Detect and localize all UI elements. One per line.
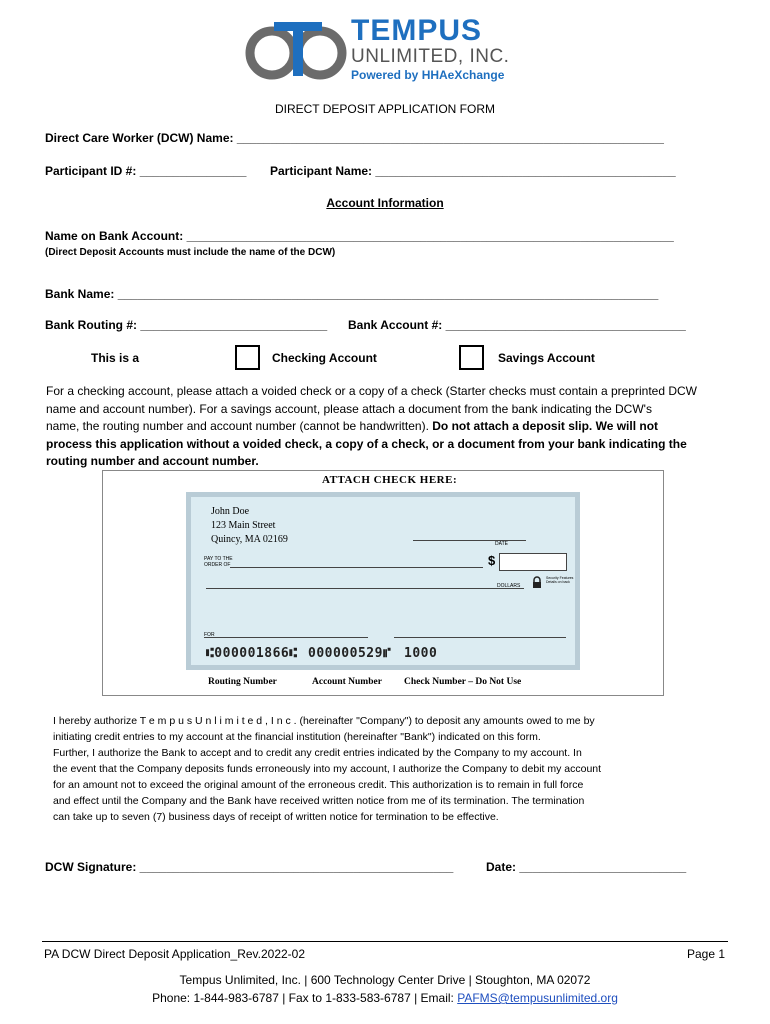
check-dollar-sign: $: [488, 553, 496, 568]
account-info-heading: Account Information: [326, 196, 444, 210]
sample-check: [186, 492, 580, 670]
footer-contact-prefix: Phone: 1-844-983-6787 | Fax to 1-833-583-6787 | Email:: [152, 991, 458, 1005]
instructions-line-3-bold: Do not attach a deposit slip. We will not: [432, 419, 659, 433]
caption-routing-number: Routing Number: [208, 677, 277, 687]
company-logo: [244, 14, 529, 86]
footer-divider: [42, 941, 728, 942]
check-signature-line: [394, 637, 566, 638]
check-pay-label-2: ORDER OF: [204, 562, 231, 568]
instructions: [46, 383, 736, 471]
authorization-line: and effect until the Company and the Bank have received written notice from me of its termination. The termination: [53, 795, 585, 807]
caption-check-number: Check Number – Do Not Use: [404, 677, 522, 687]
footer-doc-name: PA DCW Direct Deposit Application_Rev.2022-02: [44, 947, 306, 961]
check-amount-box: [499, 553, 567, 571]
participant-name-field[interactable]: Participant Name: _____________________________________________: [270, 164, 676, 178]
checking-label: Checking Account: [272, 351, 377, 365]
authorization-line: I hereby authorize T e m p u s U n l i m i t e d , I n c . (hereinafter "Company") to deposit any amounts owed to me by: [53, 715, 595, 727]
signature-date-field[interactable]: Date: _________________________: [486, 860, 687, 874]
checking-checkbox[interactable]: [235, 345, 260, 370]
instructions-line-4: process this application without a voided check, a copy of a check, or a document from your bank indicating the: [46, 436, 687, 451]
authorization-line: can take up to seven (7) business days of receipt of written notice for termination to be effective.: [53, 811, 499, 823]
check-date-label: DATE: [495, 541, 508, 547]
check-pay-label-1: PAY TO THE: [204, 556, 233, 562]
dcw-name-field[interactable]: Direct Care Worker (DCW) Name: ________________________________________________________________: [45, 131, 664, 145]
this-is-a-label: This is a: [91, 351, 140, 365]
savings-label: Savings Account: [498, 351, 595, 365]
caption-account-number: Account Number: [312, 677, 382, 687]
check-dollars-label: DOLLARS: [497, 583, 521, 589]
authorization-line: for an amount not to exceed the original amount of the erroneous credit. This authorization is to remain in full force: [53, 779, 584, 791]
check-memo-line: [204, 637, 368, 638]
check-name: John Doe: [211, 506, 250, 517]
bank-account-field[interactable]: Bank Account #: ____________________________________: [348, 318, 686, 332]
bank-name-field[interactable]: Bank Name: _________________________________________________________________________________: [45, 287, 659, 301]
authorization-line: initiating credit entries to my account at the financial institution (hereinafter "Bank") indicated on this form.: [53, 731, 541, 743]
name-on-account-note: (Direct Deposit Accounts must include the name of the DCW): [45, 247, 336, 258]
participant-id-field[interactable]: Participant ID #: ________________: [45, 164, 247, 178]
instructions-line-2: name and account number). For a savings account, please attach a document from the bank indicating the DCW's: [46, 401, 652, 416]
check-payee-line: [230, 567, 483, 568]
lock-icon: [532, 576, 542, 589]
tempus-logo-icon: [244, 18, 350, 82]
instructions-line-3: [46, 418, 736, 436]
dcw-signature-field[interactable]: DCW Signature: _______________________________________________: [45, 860, 454, 874]
attach-check-label: ATTACH CHECK HERE:: [322, 474, 458, 486]
footer-email-link[interactable]: PAFMS@tempusunlimited.org: [457, 991, 618, 1005]
form-title: DIRECT DEPOSIT APPLICATION FORM: [274, 102, 496, 116]
bank-routing-field[interactable]: Bank Routing #: ____________________________: [45, 318, 328, 332]
check-for-label: FOR: [204, 632, 215, 638]
check-micr-routing: ⑆000001866⑆: [206, 646, 298, 661]
footer-address: Tempus Unlimited, Inc. | 600 Technology Center Drive | Stoughton, MA 02072: [179, 973, 591, 987]
instructions-line-1: For a checking account, please attach a voided check or a copy of a check (Starter checks must contain a preprinted DCW: [46, 384, 697, 398]
check-security-note: Security Features Details on back: [546, 576, 574, 584]
footer-page-number: Page 1: [687, 947, 726, 961]
authorization-line: Further, I authorize the Bank to accept and to credit any credit entries indicated by the Company to my account. In: [53, 747, 582, 759]
authorization-text: [53, 713, 733, 825]
logo-line-2: UNLIMITED, INC.: [351, 46, 510, 67]
check-micr-check-number: 1000: [404, 646, 438, 661]
logo-line-1: TEMPUS: [351, 14, 483, 47]
check-written-amount-line: [206, 588, 524, 589]
instructions-line-3-normal: name, the routing number and account number (cannot be handwritten).: [46, 419, 433, 433]
check-city: Quincy, MA 02169: [211, 534, 288, 545]
check-micr-account: 000000529⑈: [308, 646, 392, 661]
name-on-account-field[interactable]: Name on Bank Account: _________________________________________________________________________: [45, 229, 674, 243]
authorization-line: the event that the Company deposits funds erroneously into my account, I authorize the Company to debit my account: [53, 763, 602, 775]
check-date-line: [413, 540, 526, 541]
footer-contact: [0, 991, 770, 1005]
logo-line-3: Powered by HHAeXchange: [351, 68, 505, 82]
check-street: 123 Main Street: [211, 520, 276, 531]
instructions-line-5: routing number and account number.: [46, 454, 259, 468]
savings-checkbox[interactable]: [459, 345, 484, 370]
